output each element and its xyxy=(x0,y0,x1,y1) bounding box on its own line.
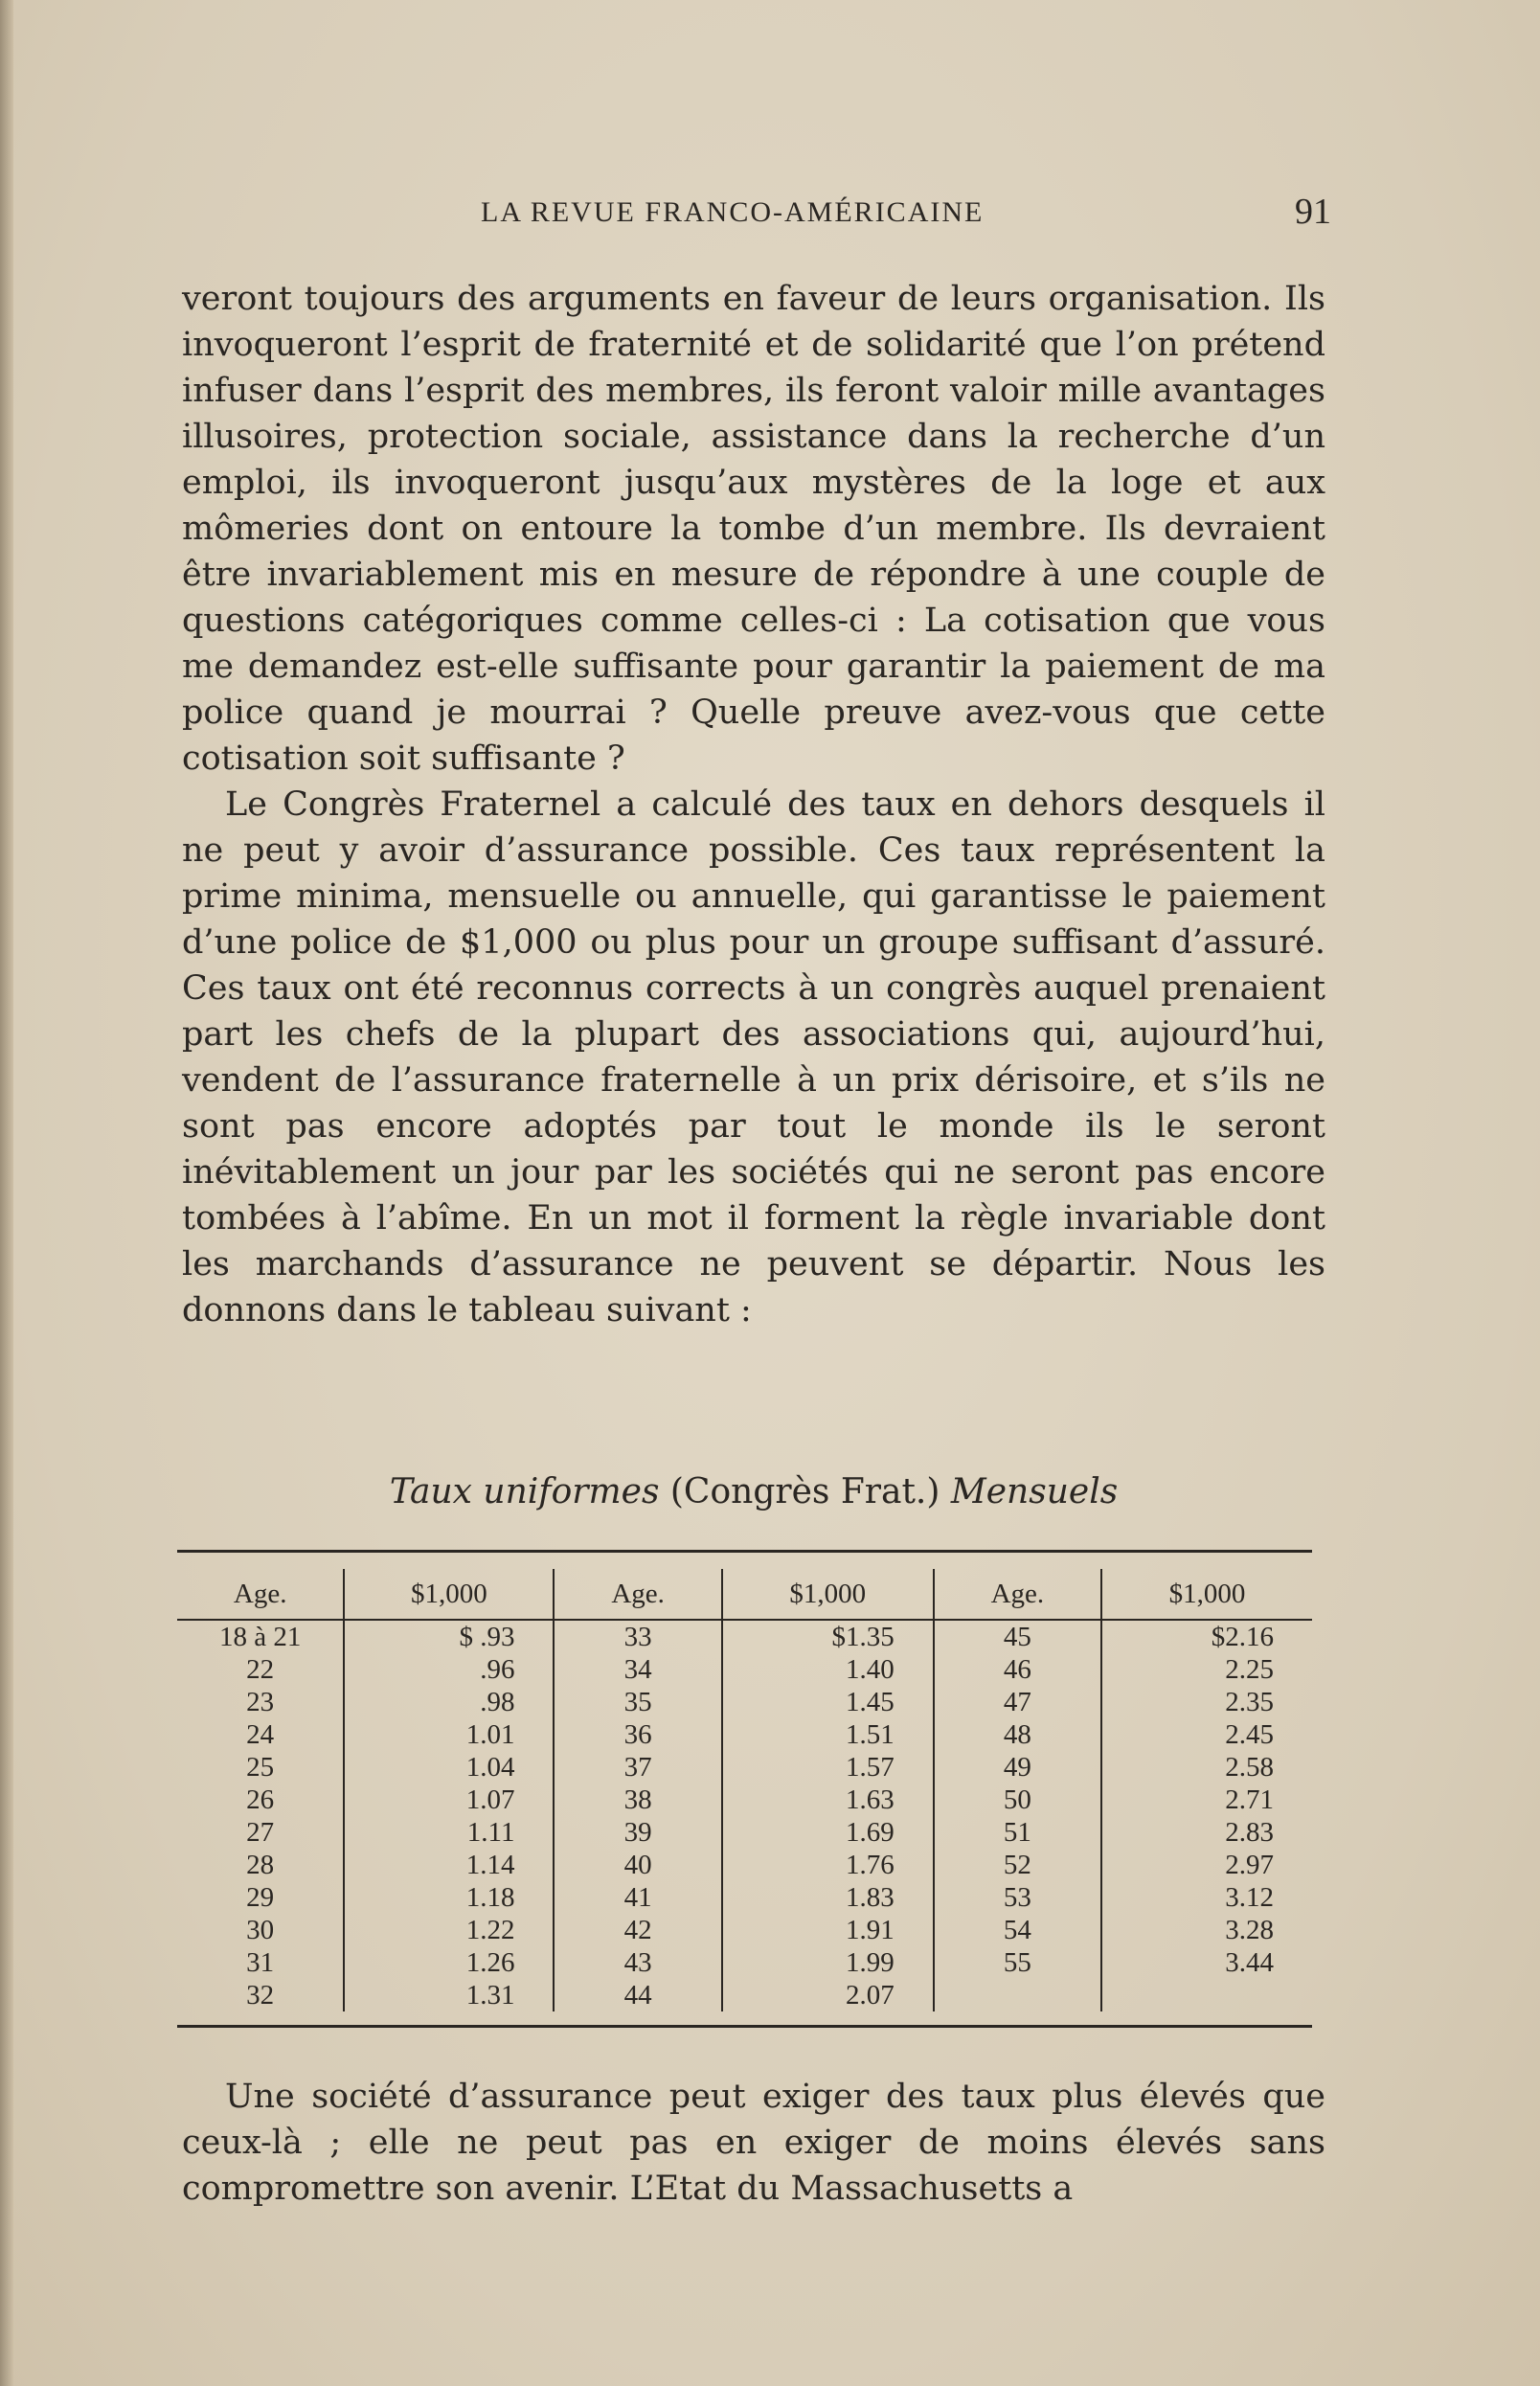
table-row xyxy=(177,1620,1312,1653)
cell-age-3: 55 xyxy=(934,1946,1101,1979)
cell-age-1: 25 xyxy=(177,1751,344,1784)
cell-amount-1: 1.11 xyxy=(344,1816,554,1849)
cell-amount-3: 2.25 xyxy=(1225,1654,1274,1685)
cell-amount-2: 1.83 xyxy=(722,1881,934,1914)
table-row xyxy=(177,1653,1312,1686)
table-caption xyxy=(182,1472,1325,1511)
cell-amount-1: 1.31 xyxy=(344,1979,554,2011)
cell-age-1: 23 xyxy=(177,1686,344,1718)
cell-amount-1: .96 xyxy=(344,1653,554,1686)
cell-amount-2: 1.99 xyxy=(722,1946,934,1979)
rates-table xyxy=(177,1569,1312,2011)
cell-amount-3 xyxy=(1101,1979,1312,2011)
cell-age-1: 29 xyxy=(177,1881,344,1914)
cell-amount-3: 3.12 xyxy=(1225,1882,1274,1913)
header-age-3: Age. xyxy=(934,1569,1101,1620)
cell-amount-1: .98 xyxy=(344,1686,554,1718)
running-title: LA REVUE FRANCO-AMÉRICAINE xyxy=(481,196,985,228)
table-row xyxy=(177,1881,1312,1914)
cell-amount-1: 1.18 xyxy=(344,1881,554,1914)
cell-age-2: 42 xyxy=(554,1914,721,1946)
cell-age-2: 35 xyxy=(554,1686,721,1718)
cell-age-2: 38 xyxy=(554,1784,721,1816)
cell-age-2: 37 xyxy=(554,1751,721,1784)
cell-amount-3: 2.35 xyxy=(1225,1687,1274,1717)
cell-amount-2: 1.91 xyxy=(722,1914,934,1946)
cell-age-3: 54 xyxy=(934,1914,1101,1946)
cell-age-3: 50 xyxy=(934,1784,1101,1816)
table-row xyxy=(177,1816,1312,1849)
cell-amount-1: $ .93 xyxy=(344,1620,554,1653)
cell-amount-3: 3.44 xyxy=(1225,1947,1274,1978)
header-amount-3: $1,000 xyxy=(1101,1569,1312,1620)
cell-amount-2: 1.45 xyxy=(722,1686,934,1718)
table-row xyxy=(177,1914,1312,1946)
header-age-2: Age. xyxy=(554,1569,721,1620)
page-number: 91 xyxy=(1295,192,1331,232)
header-amount-1: $1,000 xyxy=(344,1569,554,1620)
cell-amount-2: 1.40 xyxy=(722,1653,934,1686)
cell-age-2: 40 xyxy=(554,1849,721,1881)
cell-age-3 xyxy=(934,1979,1101,2011)
cell-age-1: 22 xyxy=(177,1653,344,1686)
table-row xyxy=(177,1751,1312,1784)
body-text xyxy=(182,276,1325,1333)
cell-amount-2: 2.07 xyxy=(722,1979,934,2011)
cell-age-2: 43 xyxy=(554,1946,721,1979)
cell-age-3: 49 xyxy=(934,1751,1101,1784)
table-header-row xyxy=(177,1569,1312,1620)
cell-amount-3: 3.28 xyxy=(1225,1915,1274,1945)
cell-age-1: 30 xyxy=(177,1914,344,1946)
cell-age-2: 41 xyxy=(554,1881,721,1914)
cell-age-2: 33 xyxy=(554,1620,721,1653)
table-body xyxy=(177,1620,1312,2011)
cell-amount-1: 1.07 xyxy=(344,1784,554,1816)
cell-age-3: 46 xyxy=(934,1653,1101,1686)
cell-amount-2: 1.69 xyxy=(722,1816,934,1849)
cell-age-2: 44 xyxy=(554,1979,721,2011)
cell-age-3: 51 xyxy=(934,1816,1101,1849)
table-row xyxy=(177,1784,1312,1816)
header-amount-2: $1,000 xyxy=(722,1569,934,1620)
cell-age-2: 39 xyxy=(554,1816,721,1849)
cell-age-1: 28 xyxy=(177,1849,344,1881)
cell-age-3: 48 xyxy=(934,1718,1101,1751)
cell-age-1: 26 xyxy=(177,1784,344,1816)
cell-amount-3: 2.71 xyxy=(1225,1784,1274,1815)
paragraph-1: veront toujours des arguments en faveur de leurs organisation. Ils invoqueront l’esprit de fraternité et de solidarité que l’on prétend infuser dans l’esprit des membres, ils feront valoir mille avantages illusoires, protection sociale, assistance dans la recherche d’un emploi, ils invoqueront jusqu’aux mystères de la loge et aux mômeries dont on entoure la tombe d’un membre. Ils devraient être invariablement mis en mesure de répondre à une couple de questions catégoriques comme celles-ci : La cotisation que vous me demandez est-elle suffisante pour garantir la paiement de ma police quand je mourrai ? Quelle preuve avez-vous que cette cotisation soit suffisante ? xyxy=(182,280,1325,778)
cell-age-1: 31 xyxy=(177,1946,344,1979)
cell-age-1: 18 à 21 xyxy=(177,1620,344,1653)
caption-source: (Congrès Frat.) xyxy=(669,1472,940,1511)
cell-amount-2: $1.35 xyxy=(722,1620,934,1653)
cell-amount-1: 1.01 xyxy=(344,1718,554,1751)
cell-amount-1: 1.14 xyxy=(344,1849,554,1881)
cell-age-3: 52 xyxy=(934,1849,1101,1881)
cell-amount-2: 1.51 xyxy=(722,1718,934,1751)
cell-amount-1: 1.04 xyxy=(344,1751,554,1784)
table-row xyxy=(177,1718,1312,1751)
closing-paragraph: Une société d’assurance peut exiger des taux plus élevés que ceux-là ; elle ne peut pas en exiger de moins élevés sans compromettre son avenir. L’Etat du Massachusetts a xyxy=(182,2078,1325,2208)
caption-title: Taux uniformes xyxy=(389,1472,660,1511)
table-row xyxy=(177,1979,1312,2011)
cell-amount-1: 1.26 xyxy=(344,1946,554,1979)
cell-age-3: 47 xyxy=(934,1686,1101,1718)
cell-amount-3: 2.83 xyxy=(1225,1817,1274,1848)
table-row xyxy=(177,1849,1312,1881)
table-top-rule xyxy=(177,1550,1312,1553)
cell-age-1: 27 xyxy=(177,1816,344,1849)
page-edge-shadow xyxy=(0,0,13,2386)
caption-period: Mensuels xyxy=(950,1472,1119,1511)
cell-amount-3: 2.97 xyxy=(1225,1850,1274,1880)
table-row xyxy=(177,1946,1312,1979)
cell-amount-3: 2.58 xyxy=(1225,1752,1274,1783)
cell-amount-3: $2.16 xyxy=(1211,1622,1274,1652)
cell-amount-2: 1.76 xyxy=(722,1849,934,1881)
cell-age-3: 45 xyxy=(934,1620,1101,1653)
cell-amount-2: 1.63 xyxy=(722,1784,934,1816)
cell-age-3: 53 xyxy=(934,1881,1101,1914)
cell-age-2: 34 xyxy=(554,1653,721,1686)
header-age-1: Age. xyxy=(177,1569,344,1620)
table-bottom-rule xyxy=(177,2025,1312,2028)
cell-amount-3: 2.45 xyxy=(1225,1719,1274,1750)
cell-age-1: 24 xyxy=(177,1718,344,1751)
table-row xyxy=(177,1686,1312,1718)
cell-age-1: 32 xyxy=(177,1979,344,2011)
paragraph-2: Le Congrès Fraternel a calculé des taux en dehors desquels il ne peut y avoir d’assurance possible. Ces taux représentent la prime minima, mensuelle ou annuelle, qui garantisse le paiement d’une police de $1,000 ou plus pour un groupe suffisant d’assuré. Ces taux ont été reconnus corrects à un congrès auquel prenaient part les chefs de la plupart des associations qui, aujourd’hui, vendent de l’assurance fraternelle à un prix dérisoire, et s’ils ne sont pas encore adoptés par tout le monde ils le seront inévitablement un jour par les sociétés qui ne seront pas encore tombées à l’abîme. En un mot il forment la règle invariable dont les marchands d’assurance ne peuvent se départir. Nous les donnons dans le tableau suivant : xyxy=(182,785,1325,1329)
page-header xyxy=(182,192,1331,235)
cell-amount-2: 1.57 xyxy=(722,1751,934,1784)
cell-age-2: 36 xyxy=(554,1718,721,1751)
cell-amount-1: 1.22 xyxy=(344,1914,554,1946)
